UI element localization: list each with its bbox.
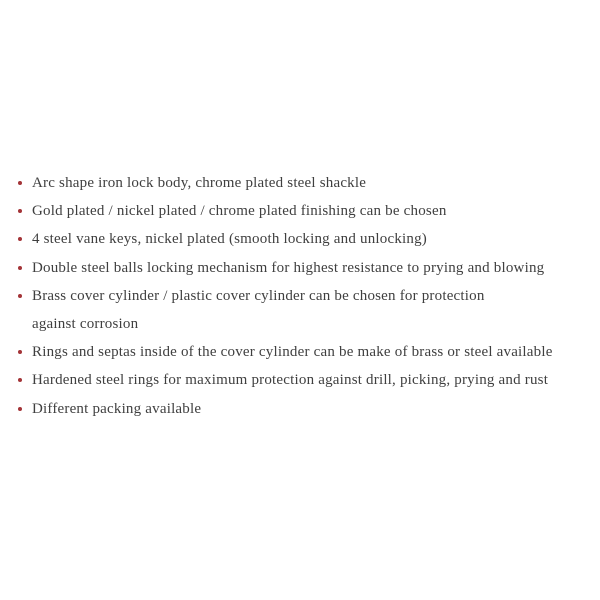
feature-text (32, 395, 596, 423)
feature-text (32, 282, 596, 338)
bullet-icon (18, 266, 22, 270)
feature-item (18, 282, 596, 338)
feature-line: Hardened steel rings for maximum protection against drill, picking, prying and rust (32, 372, 549, 389)
feature-line: 4 steel vane keys, nickel plated (smooth locking and unlocking) (32, 231, 428, 248)
feature-text (32, 197, 596, 225)
bullet-icon (18, 237, 22, 241)
feature-line: Rings and septas inside of the cover cylinder can be make of brass or steel available (32, 344, 553, 361)
feature-line: Double steel balls locking mechanism for highest resistance to prying and blowing (32, 259, 545, 276)
bullet-icon (18, 209, 22, 213)
feature-item (18, 169, 596, 197)
feature-item (18, 254, 596, 282)
feature-line: Brass cover cylinder / plastic cover cylinder can be chosen for protection (32, 287, 485, 304)
feature-item (18, 395, 596, 423)
feature-list (18, 169, 596, 423)
feature-line: Arc shape iron lock body, chrome plated steel shackle (32, 175, 367, 191)
feature-item (18, 338, 596, 366)
bullet-icon (18, 407, 22, 411)
bullet-icon (18, 181, 22, 185)
feature-text (32, 366, 596, 394)
feature-item (18, 225, 596, 253)
feature-line: Different packing available (32, 400, 202, 417)
feature-text (32, 338, 596, 366)
feature-text (32, 254, 596, 282)
bullet-icon (18, 294, 22, 298)
feature-line: Gold plated / nickel plated / chrome plated finishing can be chosen (32, 203, 447, 220)
feature-item (18, 197, 596, 225)
bullet-icon (18, 378, 22, 382)
feature-text (32, 169, 596, 197)
feature-text (32, 225, 596, 253)
feature-line-continued: against corrosion (32, 316, 139, 333)
feature-item (18, 366, 596, 394)
bullet-icon (18, 350, 22, 354)
